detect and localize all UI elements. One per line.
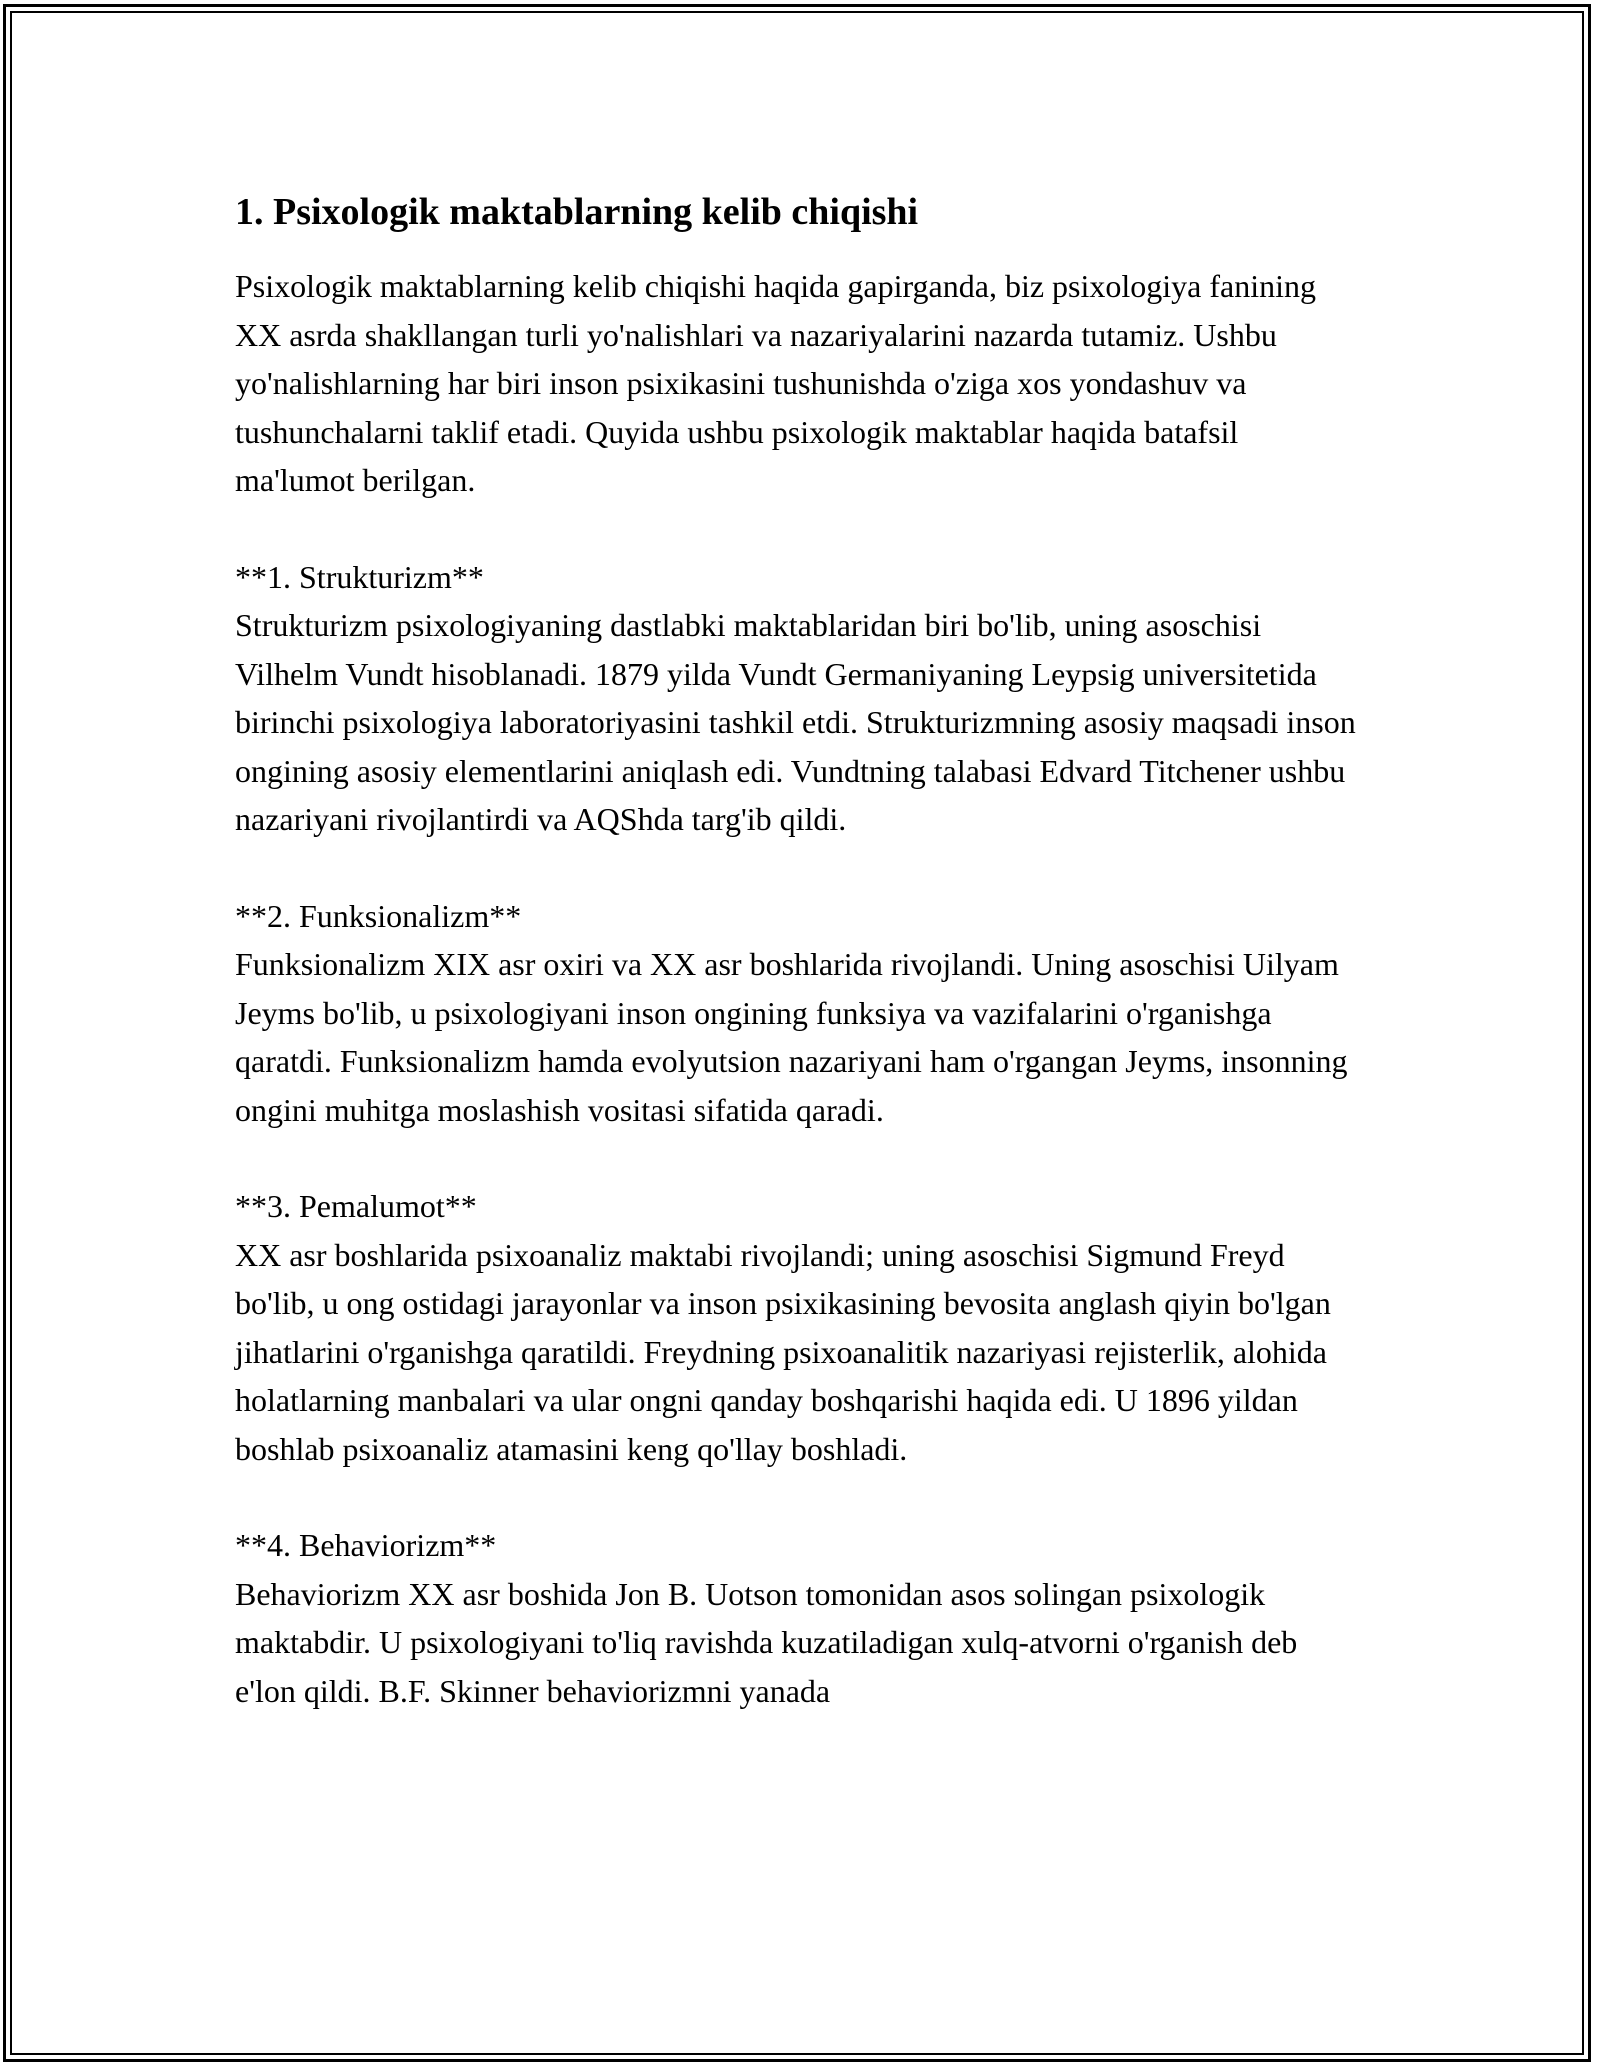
section-body: Behaviorizm XX asr boshida Jon B. Uotson tomonidan asos solingan psixologik maktabdir. U psixologiyani to'liq ravishda kuzatiladigan xulq-atvorni o'rganish deb e'lon qildi. B.F. Skinner behaviorizmni yanada — [235, 1575, 1298, 1709]
section-body: XX asr boshlarida psixoanaliz maktabi rivojlandi; uning asoschisi Sigmund Freyd bo'lib, u ong ostidagi jarayonlar va inson psixikasining bevosita anglash qiyin bo'lgan jihatlarini o'rganishga qaratildi. Freydning psixoanalitik nazariyasi rejisterlik, alohida holatlarning manbalari va ular ongni qanday boshqarishi haqida edi. U 1896 yildan boshlab psixoanaliz atamasini keng qo'llay boshladi. — [235, 1236, 1331, 1467]
intro-paragraph: Psixologik maktablarning kelib chiqishi haqida gapirganda, biz psixologiya fanining XX asrda shakllangan turli yo'nalishlari va nazariyalarini nazarda tutamiz. Ushbu yo'nalishlarning har biri inson psixikasini tushunishda o'ziga xos yondashuv va tushunchalarni taklif etadi. Quyida ushbu psixologik maktablar haqida batafsil ma'lumot berilgan. — [235, 268, 1316, 498]
section-body: Strukturizm psixologiyaning dastlabki maktablaridan biri bo'lib, uning asoschisi Vilhelm Vundt hisoblanadi. 1879 yilda Vundt Germaniyaning Leypsig universitetida birinchi psixologiya laboratoriyasini tashkil etdi. Strukturizmning asosiy maqsadi inson ongining asosiy elementlarini aniqlash edi. Vundtning talabasi Edvard Titchener ushbu nazariyani rivojlantirdi va AQShda targ'ib qildi. — [235, 607, 1356, 837]
section-body: Funksionalizm XIX asr oxiri va XX asr boshlarida rivojlandi. Uning asoschisi Uilyam Jeyms bo'lib, u psixologiyani inson ongining funksiya va vazifalarini o'rganishga qaratdi. Funksionalizm hamda evolyutsion nazariyani ham o'rgangan Jeyms, insonning ongini muhitga moslashish vositasi sifatida qaradi. — [235, 946, 1348, 1128]
section-title: **4. Behaviorizm** — [235, 1527, 497, 1563]
section-title: **2. Funksionalizm** — [235, 897, 522, 934]
document-title: 1. Psixologik maktablarning kelib chiqishi — [235, 191, 919, 233]
document-content — [235, 184, 1365, 1715]
section-title: **1. Strukturizm** — [235, 558, 484, 595]
section-funksionalizm — [235, 892, 1365, 1135]
section-title: **3. Pemalumot** — [235, 1188, 477, 1224]
section-pemalumot — [235, 1182, 1365, 1473]
section-behaviorizm — [235, 1521, 1365, 1715]
section-strukturizm — [235, 553, 1365, 844]
